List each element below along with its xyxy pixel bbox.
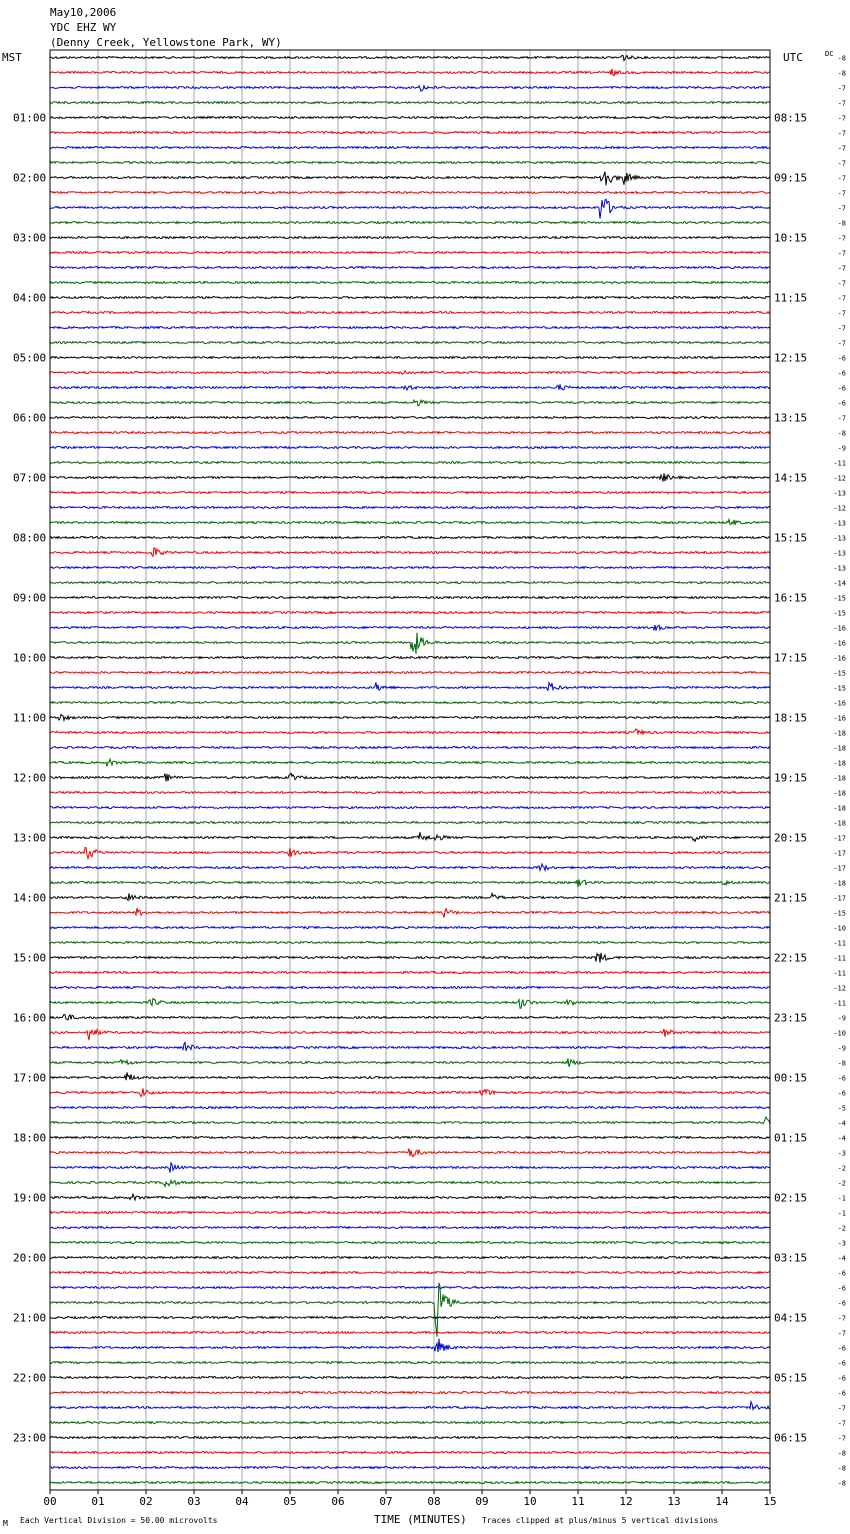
trace-89 <box>50 1392 770 1394</box>
trace-36 <box>50 597 770 599</box>
dc-offset-92: -7 <box>837 1434 846 1443</box>
utc-label-0: 08:15 <box>774 111 808 125</box>
mst-label-15: 16:00 <box>13 1011 47 1025</box>
dc-offset-13: -7 <box>837 249 846 258</box>
trace-83 <box>50 1283 770 1337</box>
trace-47 <box>50 759 770 767</box>
dc-offset-59: -11 <box>833 939 846 948</box>
x-tick-label-15: 15 <box>763 1495 777 1508</box>
dc-offset-8: -7 <box>837 174 846 183</box>
utc-label-21: 05:15 <box>774 1371 808 1385</box>
dc-offset-25: -8 <box>837 429 846 438</box>
dc-offset-11: -8 <box>837 219 846 228</box>
trace-26 <box>50 447 770 449</box>
dc-offset-20: -6 <box>837 354 846 363</box>
x-tick-label-10: 10 <box>523 1495 537 1508</box>
utc-label-14: 22:15 <box>774 951 808 965</box>
dc-offset-21: -6 <box>837 369 846 378</box>
dc-offset-91: -7 <box>837 1419 846 1428</box>
utc-label-4: 12:15 <box>774 351 808 365</box>
trace-31 <box>50 520 770 525</box>
trace-0 <box>50 55 770 60</box>
dc-offset-23: -6 <box>837 399 846 408</box>
trace-6 <box>50 147 770 149</box>
x-tick-label-00: 00 <box>43 1495 57 1508</box>
trace-66 <box>50 1042 770 1050</box>
dc-offset-35: -14 <box>833 579 846 588</box>
header-location: (Denny Creek, Yellowstone Park, WY) <box>50 36 282 49</box>
trace-84 <box>50 1317 770 1319</box>
trace-7 <box>50 162 770 164</box>
trace-39 <box>50 633 770 654</box>
dc-offset-51: -18 <box>833 819 846 828</box>
dc-offset-12: -7 <box>837 234 846 243</box>
mst-label-0: 01:00 <box>13 111 47 125</box>
dc-offset-33: -13 <box>833 549 846 558</box>
trace-29 <box>50 492 770 494</box>
mst-label-4: 05:00 <box>13 351 47 365</box>
trace-20 <box>50 357 770 359</box>
trace-4 <box>50 117 770 119</box>
trace-71 <box>50 1117 770 1125</box>
trace-group <box>50 55 770 1483</box>
trace-33 <box>50 548 770 556</box>
header-station: YDC EHZ WY <box>50 21 117 34</box>
trace-3 <box>50 102 770 104</box>
trace-32 <box>50 537 770 539</box>
dc-offset-75: -2 <box>837 1179 846 1188</box>
trace-45 <box>50 729 770 734</box>
trace-77 <box>50 1212 770 1214</box>
dc-offset-34: -13 <box>833 564 846 573</box>
trace-28 <box>50 473 770 481</box>
trace-19 <box>50 342 770 344</box>
trace-86 <box>50 1339 770 1352</box>
dc-offset-77: -1 <box>837 1209 846 1218</box>
trace-24 <box>50 417 770 419</box>
dc-offset-76: -1 <box>837 1194 846 1203</box>
dc-offset-67: -8 <box>837 1059 846 1068</box>
mst-label-10: 11:00 <box>13 711 47 725</box>
trace-87 <box>50 1362 770 1364</box>
trace-41 <box>50 672 770 674</box>
trace-16 <box>50 297 770 299</box>
utc-label-7: 15:15 <box>774 531 808 545</box>
dc-offset-72: -4 <box>837 1134 846 1143</box>
utc-label-10: 18:15 <box>774 711 808 725</box>
trace-79 <box>50 1242 770 1244</box>
trace-92 <box>50 1437 770 1439</box>
x-axis-label: TIME (MINUTES) <box>374 1513 467 1526</box>
dc-offset-0: -8 <box>837 54 846 63</box>
trace-81 <box>50 1272 770 1274</box>
trace-75 <box>50 1180 770 1186</box>
trace-15 <box>50 282 770 284</box>
trace-30 <box>50 507 770 509</box>
trace-42 <box>50 682 770 690</box>
trace-91 <box>50 1422 770 1424</box>
dc-offset-32: -13 <box>833 534 846 543</box>
dc-offset-95: -8 <box>837 1479 846 1488</box>
dc-offset-36: -15 <box>833 594 846 603</box>
trace-90 <box>50 1402 770 1410</box>
dc-offset-52: -17 <box>833 834 846 843</box>
utc-label-1: 09:15 <box>774 171 808 185</box>
x-tick-label-09: 09 <box>475 1495 489 1508</box>
trace-88 <box>50 1377 770 1379</box>
dc-offset-85: -7 <box>837 1329 846 1338</box>
mst-label-12: 13:00 <box>13 831 47 845</box>
trace-57 <box>50 908 770 918</box>
trace-70 <box>50 1107 770 1109</box>
trace-59 <box>50 942 770 944</box>
trace-1 <box>50 69 770 76</box>
utc-label-16: 00:15 <box>774 1071 808 1085</box>
utc-hour-labels <box>774 112 807 1445</box>
trace-9 <box>50 192 770 194</box>
trace-61 <box>50 972 770 974</box>
trace-52 <box>50 832 770 841</box>
dc-offset-24: -7 <box>837 414 846 423</box>
x-tick-label-06: 06 <box>331 1495 345 1508</box>
dc-offset-48: -18 <box>833 774 846 783</box>
trace-94 <box>50 1467 770 1469</box>
trace-18 <box>50 327 770 329</box>
trace-12 <box>50 237 770 239</box>
clip-note: Traces clipped at plus/minus 5 vertical divisions <box>482 1516 719 1525</box>
mst-label-5: 06:00 <box>13 411 47 425</box>
trace-34 <box>50 567 770 569</box>
utc-label-17: 01:15 <box>774 1131 808 1145</box>
trace-82 <box>50 1287 770 1289</box>
x-tick-label-02: 02 <box>139 1495 153 1508</box>
utc-label-8: 16:15 <box>774 591 808 605</box>
dc-offset-10: -7 <box>837 204 846 213</box>
dc-offset-7: -7 <box>837 159 846 168</box>
dc-offset-70: -5 <box>837 1104 846 1113</box>
utc-label-5: 13:15 <box>774 411 808 425</box>
dc-offset-88: -6 <box>837 1374 846 1383</box>
dc-offset-57: -15 <box>833 909 846 918</box>
dc-offset-29: -13 <box>833 489 846 498</box>
utc-label-18: 02:15 <box>774 1191 808 1205</box>
left-axis-title: MST <box>2 51 22 64</box>
trace-67 <box>50 1058 770 1066</box>
trace-93 <box>50 1452 770 1454</box>
trace-48 <box>50 773 770 781</box>
utc-label-9: 17:15 <box>774 651 808 665</box>
trace-58 <box>50 927 770 929</box>
dc-offset-38: -16 <box>833 624 846 633</box>
mst-label-9: 10:00 <box>13 651 47 665</box>
trace-11 <box>50 222 770 224</box>
dc-offset-42: -15 <box>833 684 846 693</box>
trace-56 <box>50 893 770 900</box>
utc-label-15: 23:15 <box>774 1011 808 1025</box>
utc-label-22: 06:15 <box>774 1431 808 1445</box>
mst-label-2: 03:00 <box>13 231 47 245</box>
x-tick-label-01: 01 <box>91 1495 105 1508</box>
trace-85 <box>50 1332 770 1334</box>
trace-49 <box>50 792 770 794</box>
dc-offset-90: -7 <box>837 1404 846 1413</box>
utc-label-19: 03:15 <box>774 1251 808 1265</box>
dc-offset-71: -4 <box>837 1119 846 1128</box>
dc-offset-56: -17 <box>833 894 846 903</box>
dc-offset-4: -7 <box>837 114 846 123</box>
utc-label-12: 20:15 <box>774 831 808 845</box>
trace-50 <box>50 807 770 809</box>
dc-offset-62: -12 <box>833 984 846 993</box>
trace-2 <box>50 86 770 92</box>
dc-offset-50: -18 <box>833 804 846 813</box>
trace-62 <box>50 987 770 989</box>
trace-22 <box>50 384 770 390</box>
trace-21 <box>50 371 770 375</box>
trace-35 <box>50 582 770 584</box>
dc-offset-31: -13 <box>833 519 846 528</box>
mst-label-22: 23:00 <box>13 1431 47 1445</box>
dc-offset-68: -6 <box>837 1074 846 1083</box>
dc-offset-74: -2 <box>837 1164 846 1173</box>
mst-label-16: 17:00 <box>13 1071 47 1085</box>
dc-offset-22: -6 <box>837 384 846 393</box>
mst-label-13: 14:00 <box>13 891 47 905</box>
trace-51 <box>50 822 770 824</box>
dc-offset-89: -6 <box>837 1389 846 1398</box>
dc-offset-94: -8 <box>837 1464 846 1473</box>
x-axis-ticks <box>43 1490 776 1508</box>
dc-offset-1: -8 <box>837 69 846 78</box>
mst-hour-labels <box>13 112 46 1445</box>
trace-63 <box>50 998 770 1008</box>
trace-55 <box>50 880 770 887</box>
dc-offset-41: -15 <box>833 669 846 678</box>
dc-offset-43: -16 <box>833 699 846 708</box>
utc-label-13: 21:15 <box>774 891 808 905</box>
x-tick-label-12: 12 <box>619 1495 633 1508</box>
dc-offset-39: -16 <box>833 639 846 648</box>
dc-offset-80: -4 <box>837 1254 846 1263</box>
mst-label-1: 02:00 <box>13 171 47 185</box>
trace-10 <box>50 199 770 218</box>
dc-offset-49: -18 <box>833 789 846 798</box>
dc-offset-14: -7 <box>837 264 846 273</box>
dc-offset-73: -3 <box>837 1149 846 1158</box>
utc-label-2: 10:15 <box>774 231 808 245</box>
trace-14 <box>50 267 770 269</box>
utc-label-6: 14:15 <box>774 471 808 485</box>
mst-label-20: 21:00 <box>13 1311 47 1325</box>
dc-offset-84: -7 <box>837 1314 846 1323</box>
mst-label-8: 09:00 <box>13 591 47 605</box>
trace-53 <box>50 848 770 859</box>
mst-label-6: 07:00 <box>13 471 47 485</box>
x-tick-label-05: 05 <box>283 1495 297 1508</box>
trace-44 <box>50 715 770 721</box>
dc-offset-60: -11 <box>833 954 846 963</box>
dc-offset-93: -8 <box>837 1449 846 1458</box>
dc-offset-81: -6 <box>837 1269 846 1278</box>
trace-40 <box>50 657 770 659</box>
trace-13 <box>50 252 770 254</box>
dc-offset-15: -7 <box>837 279 846 288</box>
dc-offset-17: -7 <box>837 309 846 318</box>
dc-offset-53: -17 <box>833 849 846 858</box>
dc-offset-45: -18 <box>833 729 846 738</box>
right-axis-title: UTC <box>783 51 803 64</box>
utc-label-3: 11:15 <box>774 291 808 305</box>
scale-note: Each Vertical Division = 50.00 microvolts <box>20 1516 218 1525</box>
trace-38 <box>50 625 770 631</box>
dc-offset-37: -15 <box>833 609 846 618</box>
x-tick-label-11: 11 <box>571 1495 585 1508</box>
dc-offset-58: -10 <box>833 924 846 933</box>
trace-23 <box>50 400 770 406</box>
corner-mark: M <box>3 1519 8 1528</box>
grid-lines <box>50 50 770 1490</box>
trace-37 <box>50 612 770 614</box>
dc-offset-66: -9 <box>837 1044 846 1053</box>
dc-offset-27: -11 <box>833 459 846 468</box>
trace-17 <box>50 312 770 314</box>
dc-offset-78: -2 <box>837 1224 846 1233</box>
dc-offset-28: -12 <box>833 474 846 483</box>
dc-offset-63: -11 <box>833 999 846 1008</box>
dc-offset-9: -7 <box>837 189 846 198</box>
dc-offset-5: -7 <box>837 129 846 138</box>
trace-43 <box>50 702 770 704</box>
dc-offset-47: -18 <box>833 759 846 768</box>
mst-label-21: 22:00 <box>13 1371 47 1385</box>
trace-46 <box>50 747 770 749</box>
dc-offset-86: -6 <box>837 1344 846 1353</box>
dc-offset-54: -17 <box>833 864 846 873</box>
trace-65 <box>50 1029 770 1040</box>
trace-54 <box>50 864 770 870</box>
dc-offset-44: -16 <box>833 714 846 723</box>
dc-offset-65: -10 <box>833 1029 846 1038</box>
mst-label-14: 15:00 <box>13 951 47 965</box>
trace-78 <box>50 1227 770 1229</box>
trace-68 <box>50 1072 770 1080</box>
utc-label-11: 19:15 <box>774 771 808 785</box>
mst-label-7: 08:00 <box>13 531 47 545</box>
dc-title: DC <box>825 50 834 58</box>
dc-offset-82: -6 <box>837 1284 846 1293</box>
mst-label-17: 18:00 <box>13 1131 47 1145</box>
dc-offset-2: -7 <box>837 84 846 93</box>
trace-8 <box>50 172 770 186</box>
trace-69 <box>50 1088 770 1096</box>
trace-72 <box>50 1137 770 1139</box>
dc-offset-30: -12 <box>833 504 846 513</box>
trace-60 <box>50 953 770 963</box>
mst-label-19: 20:00 <box>13 1251 47 1265</box>
dc-offset-79: -3 <box>837 1239 846 1248</box>
dc-offset-87: -6 <box>837 1359 846 1368</box>
trace-25 <box>50 432 770 434</box>
header-date: May10,2006 <box>50 6 117 19</box>
trace-95 <box>50 1482 770 1484</box>
dc-offset-64: -9 <box>837 1014 846 1023</box>
mst-label-11: 12:00 <box>13 771 47 785</box>
mst-label-3: 04:00 <box>13 291 47 305</box>
trace-5 <box>50 132 770 134</box>
dc-offset-61: -11 <box>833 969 846 978</box>
plot-frame <box>50 50 770 1490</box>
dc-offset-16: -7 <box>837 294 846 303</box>
dc-offset-3: -7 <box>837 99 846 108</box>
trace-27 <box>50 462 770 464</box>
dc-offset-labels <box>833 55 846 1488</box>
dc-offset-46: -18 <box>833 744 846 753</box>
x-tick-label-14: 14 <box>715 1495 729 1508</box>
trace-76 <box>50 1194 770 1200</box>
x-tick-label-08: 08 <box>427 1495 441 1508</box>
trace-73 <box>50 1148 770 1157</box>
dc-offset-6: -7 <box>837 144 846 153</box>
mst-label-18: 19:00 <box>13 1191 47 1205</box>
utc-label-20: 04:15 <box>774 1311 808 1325</box>
dc-offset-83: -6 <box>837 1299 846 1308</box>
x-tick-label-03: 03 <box>187 1495 201 1508</box>
dc-offset-26: -9 <box>837 444 846 453</box>
dc-offset-18: -7 <box>837 324 846 333</box>
dc-offset-69: -6 <box>837 1089 846 1098</box>
trace-74 <box>50 1163 770 1173</box>
dc-offset-55: -18 <box>833 879 846 888</box>
x-tick-label-13: 13 <box>667 1495 681 1508</box>
trace-64 <box>50 1014 770 1020</box>
x-tick-label-04: 04 <box>235 1495 249 1508</box>
x-tick-label-07: 07 <box>379 1495 393 1508</box>
dc-offset-40: -16 <box>833 654 846 663</box>
trace-80 <box>50 1257 770 1259</box>
dc-offset-19: -7 <box>837 339 846 348</box>
